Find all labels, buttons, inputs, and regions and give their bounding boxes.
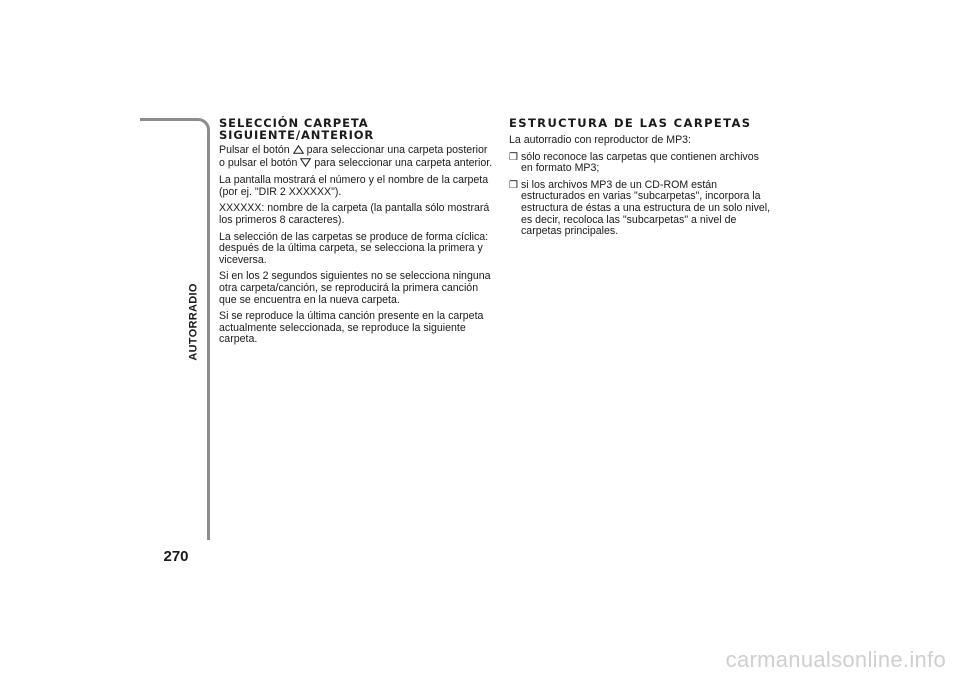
- heading-line-1: SELECCIÓN CARPETA: [219, 116, 369, 130]
- section-heading-right: ESTRUCTURA DE LAS CARPETAS: [509, 116, 752, 130]
- text-press: Pulsar el botón: [219, 144, 290, 156]
- paragraph-timeout: Si en los 2 segundos siguientes no se selecciona ninguna otra carpeta/canción, se reproducirá la primera canción que se encuentra en la nueva carpeta.: [219, 270, 491, 306]
- list-item: [509, 180, 771, 238]
- section-label: AUTORRADIO: [188, 283, 201, 361]
- paragraph-intro: La autorradio con reproductor de MP3:: [509, 134, 691, 146]
- watermark: carmanualsonline.info: [725, 647, 946, 672]
- checkbox-bullet-icon: ❒: [509, 151, 518, 163]
- section-heading-left: [219, 117, 494, 141]
- paragraph-buttons: [219, 145, 494, 170]
- paragraph-last-song: Si se reproduce la última canción presente en la carpeta actualmente seleccionada, se reproduce la siguiente carpeta.: [219, 310, 484, 346]
- text-next-folder: para seleccionar una carpeta posterior o pulsar el botón: [219, 144, 488, 169]
- paragraph-display: La pantalla mostrará el número y el nombre de la carpeta (por ej. "DIR 2 XXXXXX").: [219, 174, 489, 198]
- list-item: [509, 152, 771, 175]
- text-previous-folder: para seleccionar una carpeta anterior.: [314, 156, 493, 169]
- triangle-down-icon: [300, 158, 311, 171]
- heading-line-2: SIGUIENTE/ANTERIOR: [219, 128, 375, 142]
- checkbox-bullet-icon: ❒: [509, 179, 518, 191]
- left-column: [219, 117, 494, 351]
- section-tab: [183, 272, 205, 372]
- page-number: 270: [163, 548, 189, 565]
- right-column: [509, 117, 771, 243]
- list-item-text: si los archivos MP3 de un CD-ROM están estructurados en varias "subcarpetas", incorpora la estructura de éstas a una estructura de un solo nivel, es decir, recoloca las "subcarpetas" a nivel de carpetas principales.: [521, 178, 771, 238]
- list-item-text: sólo reconoce las carpetas que contienen archivos en formato MP3;: [521, 150, 759, 175]
- paragraph-folder-name: XXXXXX: nombre de la carpeta (la pantalla sólo mostrará los primeros 8 caracteres).: [219, 202, 490, 226]
- paragraph-cyclic: La selección de las carpetas se produce de forma cíclica: después de la última carpeta, se selecciona la primera y viceversa.: [219, 230, 489, 266]
